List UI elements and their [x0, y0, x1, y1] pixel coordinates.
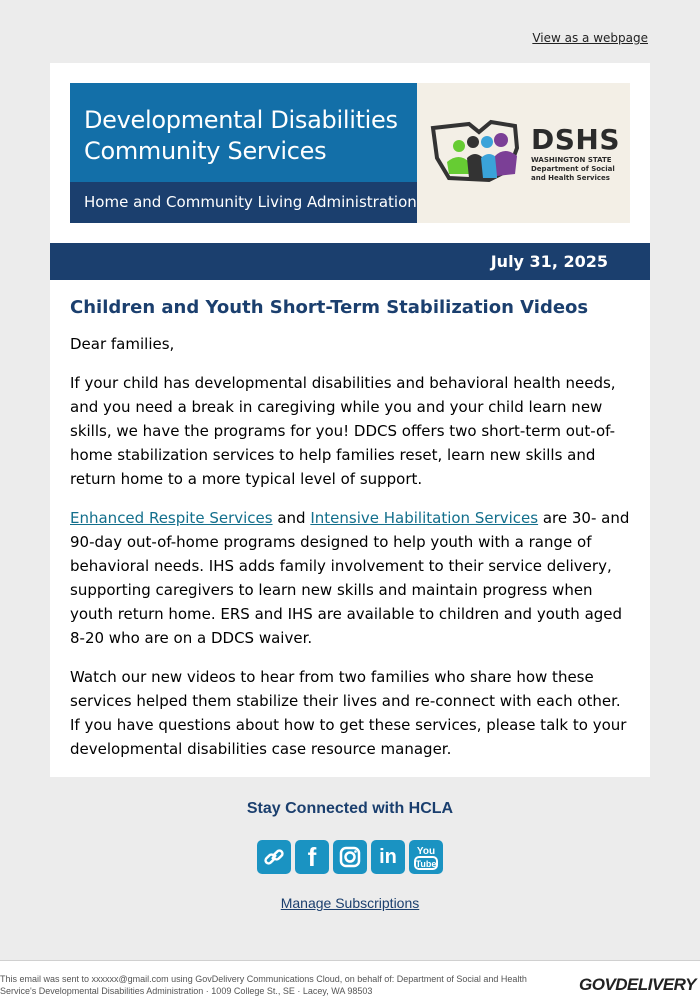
social-icons	[257, 840, 443, 875]
svg-text:You: You	[416, 846, 436, 857]
instagram-icon[interactable]	[333, 840, 367, 874]
paragraph-3: Watch our new videos to hear from two families who share how these services helped them stabilize their lives and re-connect with each other. If you have questions about how to get these services, please talk to your developmental disabilities case resource manager.	[70, 668, 627, 758]
linkedin-icon[interactable]: in	[371, 840, 405, 874]
greeting: Dear families,	[70, 335, 175, 353]
header-banner	[70, 83, 630, 223]
paragraph-2-rest: are 30- and 90-day out-of-home programs designed to help youth with a range of behavioral needs. IHS adds family involvement to their service delivery, supporting caregivers to learn new skills and maintain progress when youth return home. ERS and IHS are available to children and youth aged 8-20 who are on a DDCS waiver.	[70, 509, 630, 647]
dshs-logo-text: DSHS	[531, 123, 621, 156]
enhanced-respite-link[interactable]: Enhanced Respite Services	[70, 509, 273, 527]
banner-subtitle: Home and Community Living Administration	[70, 182, 417, 223]
email-card	[50, 63, 650, 777]
facebook-icon[interactable]: f	[295, 840, 329, 874]
stay-connected-heading: Stay Connected with HCLA	[246, 800, 454, 817]
youtube-icon[interactable]	[409, 840, 443, 874]
paragraph-2	[70, 506, 632, 650]
families-logo-icon	[429, 118, 539, 198]
paragraph-1: If your child has developmental disabilities and behavioral health needs, and you need a break in caregiving while you and your child learn new skills, we have the programs for you! DDCS offers two short-term out-of-home stabilization services to help families reset, learn new skills and return home to a more typical level of support.	[70, 374, 616, 488]
govdelivery-logo[interactable]: GOVDELIVERY	[579, 975, 696, 994]
issue-date: July 31, 2025	[490, 252, 608, 271]
footer-disclaimer: This email was sent to xxxxxx@gmail.com using GovDelivery Communications Cloud, on behalf of: Department of Social and Health Service's Developmental Disabilities Administration · 1009 College St., SE · Lacey, WA 98503	[0, 974, 527, 996]
svg-text:Tube: Tube	[415, 859, 437, 869]
date-bar	[50, 243, 650, 280]
link-icon[interactable]	[257, 840, 291, 874]
banner-title-block	[70, 83, 417, 223]
article-content	[70, 297, 632, 776]
dshs-logo-subtext: WASHINGTON STATE Department of Social and Health Services	[531, 156, 615, 182]
dshs-logo	[417, 83, 630, 223]
banner-title: Developmental Disabilities Community Services	[84, 106, 398, 165]
intensive-habilitation-link[interactable]: Intensive Habilitation Services	[310, 509, 539, 527]
and-text: and	[272, 509, 311, 527]
view-as-webpage-link[interactable]: View as a webpage	[532, 31, 648, 45]
manage-subscriptions-link[interactable]: Manage Subscriptions	[280, 895, 420, 911]
article-heading: Children and Youth Short-Term Stabilization Videos	[70, 297, 589, 318]
footer	[0, 960, 700, 1002]
